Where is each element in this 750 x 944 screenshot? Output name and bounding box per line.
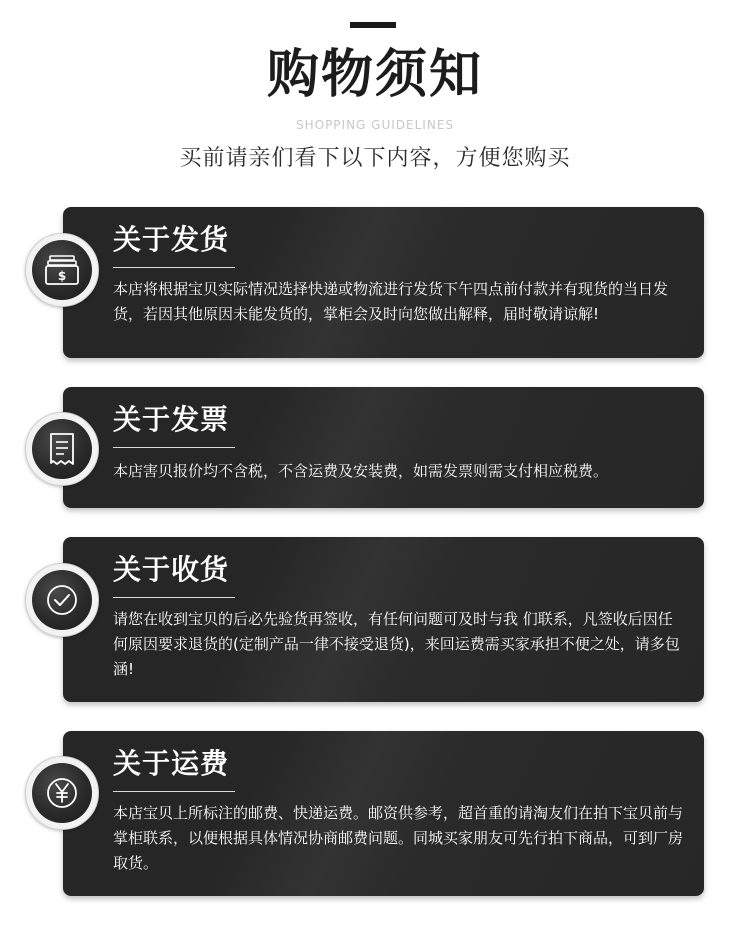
money-stack-icon xyxy=(25,233,99,307)
receipt-icon xyxy=(25,412,99,486)
section-title: 关于发货 xyxy=(113,223,230,256)
page-title: 购物须知 xyxy=(266,45,483,105)
section-card-shipping-fees xyxy=(63,731,704,896)
section-title: 关于收货 xyxy=(113,553,230,586)
section-text: 请您在收到宝贝的后必先验货再签收，有任何问题可及时与我 们联系，凡签收后因任何原因要求退货的(定制产品一律不接受退货)，来回运费需买家承担不便之处，请多包涵! xyxy=(113,610,680,678)
section-text: 本店将根据宝贝实际情况选择快递或物流进行发货下午四点前付款并有现货的当日发货，若因其他原因未能发货的，掌柜会及时向您做出解释，届时敬请谅解! xyxy=(113,280,669,323)
section-card-receiving xyxy=(63,537,704,702)
section-divider xyxy=(113,267,235,268)
section-text: 本店宝贝上所标注的邮费、快递运费。邮资供参考，超首重的请淘友们在拍下宝贝前与掌柜联系，以便根据具体情况协商邮费问题。同城买家朋友可先行拍下商品，可到厂房取货。 xyxy=(113,804,684,872)
section-card-shipping xyxy=(63,207,704,358)
yen-icon xyxy=(25,756,99,830)
title-accent-bar xyxy=(350,22,396,28)
page-subtitle-english: SHOPPING GUIDELINES xyxy=(295,118,455,132)
section-divider xyxy=(113,447,235,448)
section-divider xyxy=(113,597,235,598)
section-divider xyxy=(113,791,235,792)
section-card-invoice xyxy=(63,387,704,508)
section-text: 本店害贝报价均不含税，不含运费及安装费，如需发票则需支付相应税费。 xyxy=(113,462,609,480)
page-subtitle-chinese: 买前请亲们看下以下内容，方便您购买 xyxy=(179,146,571,171)
section-title: 关于发票 xyxy=(113,403,230,436)
check-circle-icon xyxy=(25,563,99,637)
svg-text:$: $ xyxy=(57,269,67,283)
section-title: 关于运费 xyxy=(113,747,230,780)
